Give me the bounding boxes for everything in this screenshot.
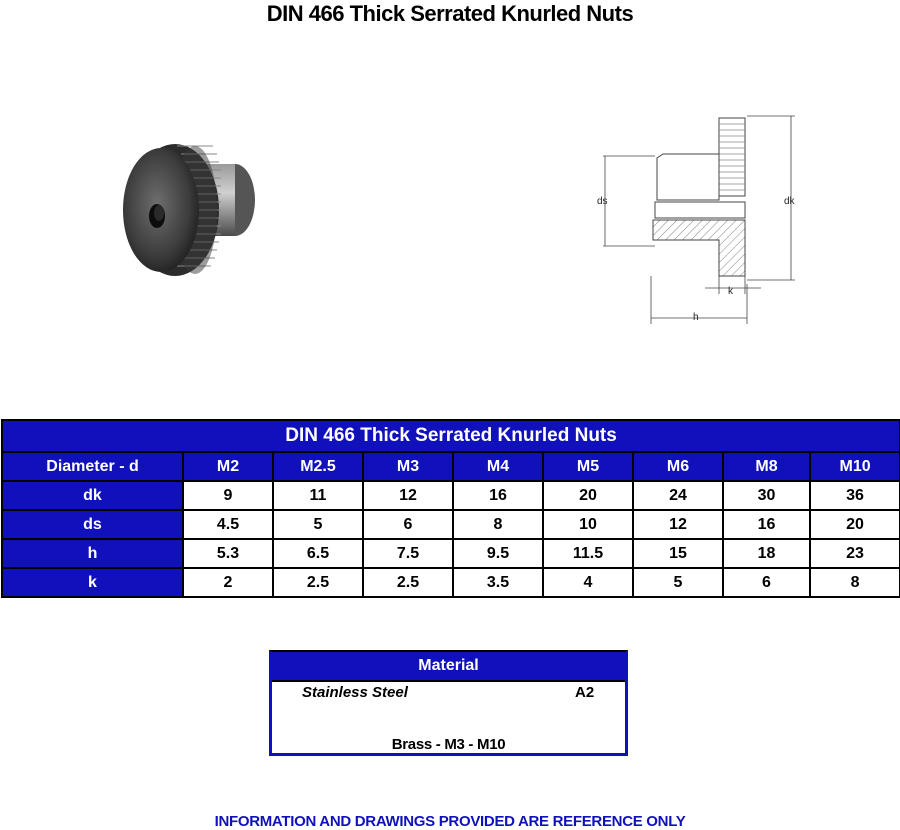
row-label: k bbox=[2, 568, 183, 597]
header-diameter: Diameter - d bbox=[2, 452, 183, 481]
header-size: M2 bbox=[183, 452, 273, 481]
table-cell: 8 bbox=[810, 568, 900, 597]
row-label: ds bbox=[2, 510, 183, 539]
page-title: DIN 466 Thick Serrated Knurled Nuts bbox=[266, 1, 634, 26]
table-cell: 6 bbox=[723, 568, 810, 597]
material-box bbox=[269, 650, 628, 756]
table-cell: 6.5 bbox=[273, 539, 363, 568]
table-cell: 5 bbox=[633, 568, 723, 597]
drawing-label-ds: ds bbox=[597, 196, 608, 207]
row-label: h bbox=[2, 539, 183, 568]
table-header-row bbox=[2, 452, 900, 481]
table-cell: 8 bbox=[453, 510, 543, 539]
table-cell: 12 bbox=[633, 510, 723, 539]
header-size: M3 bbox=[363, 452, 453, 481]
table-row bbox=[2, 510, 900, 539]
header-size: M10 bbox=[810, 452, 900, 481]
table-row bbox=[2, 539, 900, 568]
material-title: Material bbox=[272, 652, 625, 682]
table-cell: 24 bbox=[633, 481, 723, 510]
table-title: DIN 466 Thick Serrated Knurled Nuts bbox=[2, 420, 900, 452]
knurled-nut-photo bbox=[115, 138, 265, 288]
table-cell: 4 bbox=[543, 568, 633, 597]
table-row bbox=[2, 481, 900, 510]
table-cell: 30 bbox=[723, 481, 810, 510]
table-cell: 36 bbox=[810, 481, 900, 510]
table-cell: 16 bbox=[723, 510, 810, 539]
table-cell: 23 bbox=[810, 539, 900, 568]
header-size: M8 bbox=[723, 452, 810, 481]
table-cell: 12 bbox=[363, 481, 453, 510]
table-cell: 2.5 bbox=[363, 568, 453, 597]
table-cell: 5 bbox=[273, 510, 363, 539]
table-cell: 9 bbox=[183, 481, 273, 510]
table-cell: 15 bbox=[633, 539, 723, 568]
header-size: M2.5 bbox=[273, 452, 363, 481]
table-cell: 9.5 bbox=[453, 539, 543, 568]
table-cell: 18 bbox=[723, 539, 810, 568]
drawing-label-k: k bbox=[728, 286, 733, 297]
table-cell: 4.5 bbox=[183, 510, 273, 539]
table-cell: 11.5 bbox=[543, 539, 633, 568]
table-cell: 5.3 bbox=[183, 539, 273, 568]
drawing-label-h: h bbox=[693, 312, 699, 323]
table-cell: 7.5 bbox=[363, 539, 453, 568]
header-size: M4 bbox=[453, 452, 543, 481]
table-cell: 2 bbox=[183, 568, 273, 597]
header-size: M5 bbox=[543, 452, 633, 481]
header-size: M6 bbox=[633, 452, 723, 481]
table-row bbox=[2, 568, 900, 597]
table-cell: 2.5 bbox=[273, 568, 363, 597]
table-cell: 16 bbox=[453, 481, 543, 510]
dimensions-table bbox=[1, 419, 900, 598]
disclaimer-text: INFORMATION AND DRAWINGS PROVIDED ARE REFERENCE ONLY bbox=[214, 813, 686, 830]
table-cell: 10 bbox=[543, 510, 633, 539]
table-cell: 11 bbox=[273, 481, 363, 510]
row-label: dk bbox=[2, 481, 183, 510]
material-stainless-grade: A2 bbox=[575, 684, 595, 701]
table-cell: 20 bbox=[810, 510, 900, 539]
material-stainless-label: Stainless Steel bbox=[302, 684, 408, 701]
table-cell: 6 bbox=[363, 510, 453, 539]
technical-drawing bbox=[585, 108, 815, 328]
material-brass-label: Brass - M3 - M10 bbox=[391, 736, 506, 753]
drawing-label-dk: dk bbox=[784, 196, 795, 207]
table-cell: 3.5 bbox=[453, 568, 543, 597]
table-cell: 20 bbox=[543, 481, 633, 510]
